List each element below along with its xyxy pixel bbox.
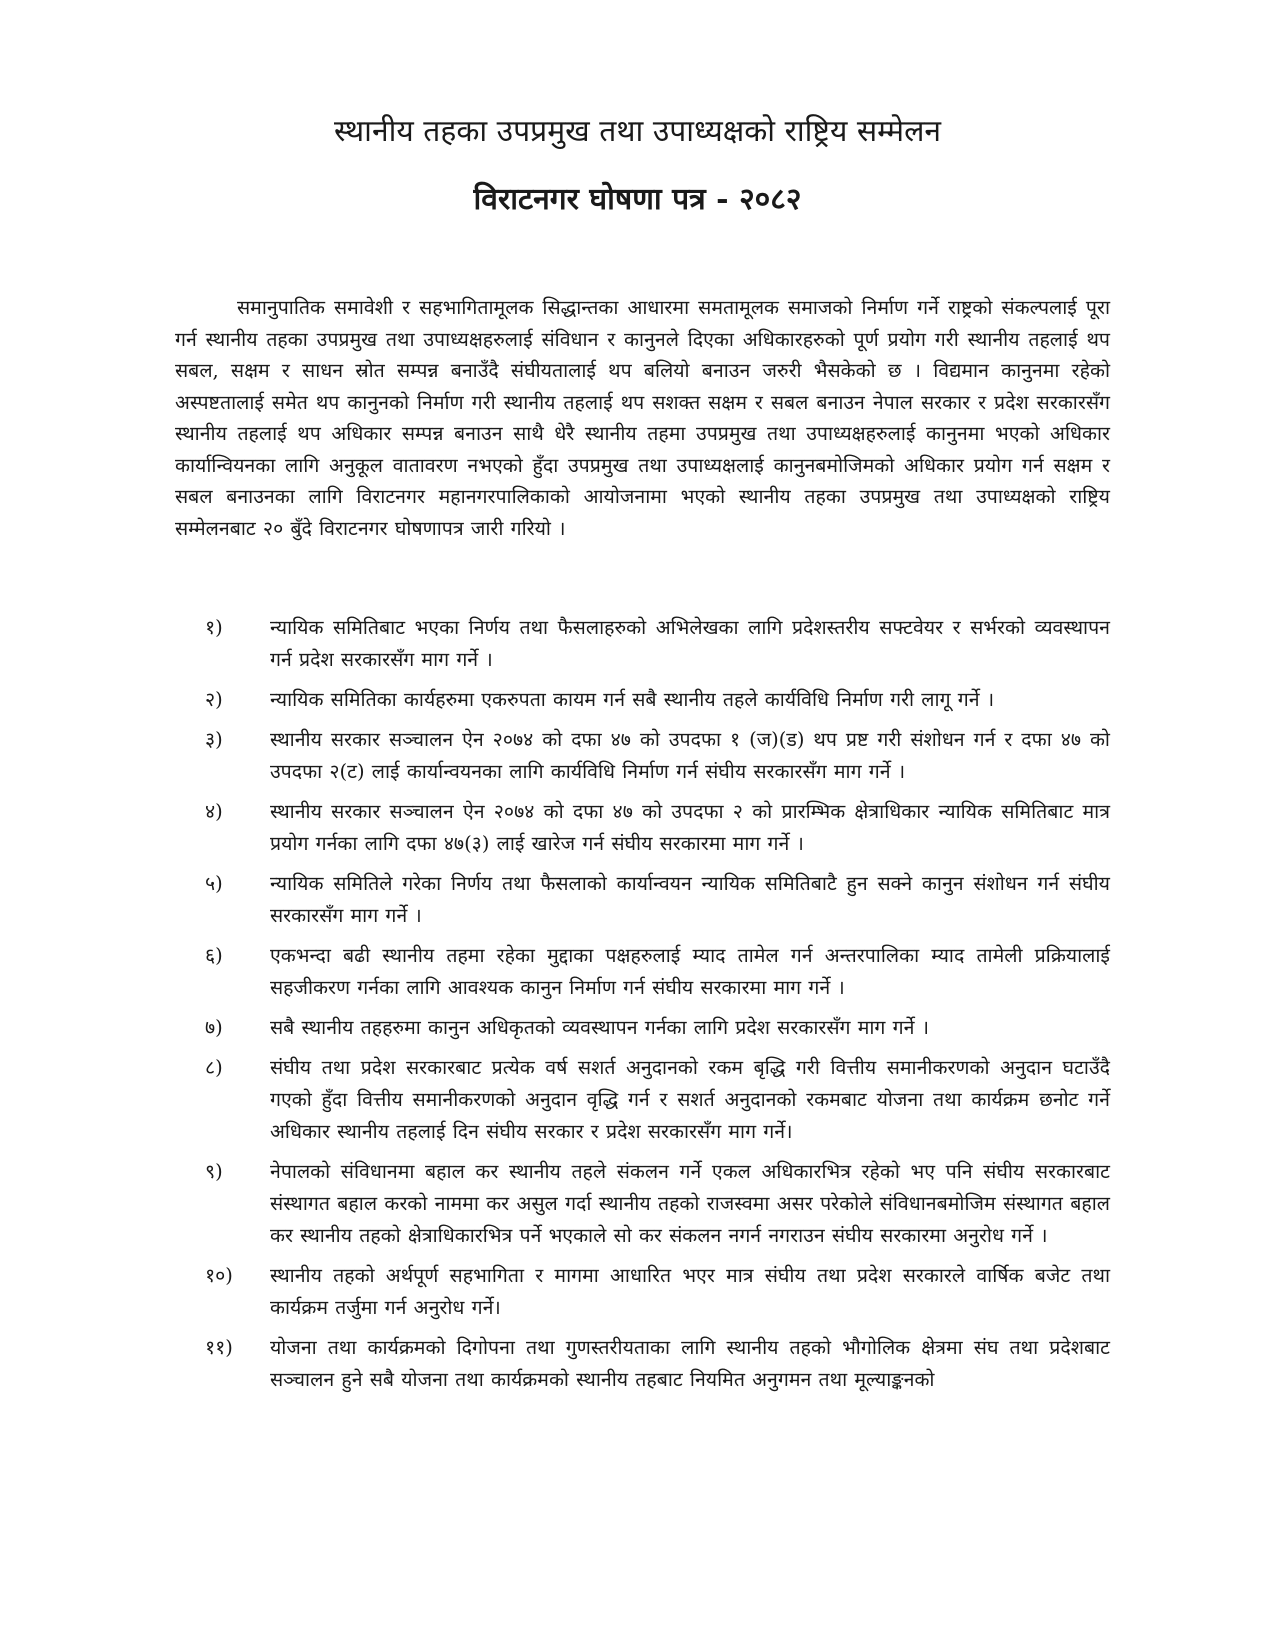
point-number: ९): [205, 1160, 223, 1183]
point-number: ४): [205, 800, 223, 823]
point-number: ७): [205, 1016, 223, 1039]
list-item: [175, 940, 1110, 1004]
point-number: ८): [205, 1056, 223, 1079]
point-number: १०): [205, 1264, 233, 1287]
list-item: [175, 1156, 1110, 1252]
document-subtitle: विराटनगर घोषणा पत्र - २०८२: [473, 182, 802, 217]
list-item: [175, 1260, 1110, 1324]
list-item: [175, 1012, 1110, 1044]
point-text: संघीय तथा प्रदेश सरकारबाट प्रत्येक वर्ष सशर्त अनुदानको रकम बृद्धि गरी वित्तीय समानीकरणको अनुदान घटाउँदै गएको हुँदा वित्तीय समानीकरणको अनुदान वृद्धि गर्न र सशर्त अनुदानको रकमबाट योजना तथा कार्यक्रम छनोट गर्ने अधिकार स्थानीय तहलाई दिन संघीय सरकार र प्रदेश सरकारसँग माग गर्ने।: [270, 1056, 1110, 1143]
point-text: न्यायिक समितिबाट भएका निर्णय तथा फैसलाहरुको अभिलेखका लागि प्रदेशस्तरीय सफ्टवेयर र सर्भरको व्यवस्थापन गर्न प्रदेश सरकारसँग माग गर्ने ।: [270, 616, 1110, 671]
point-text: स्थानीय सरकार सञ्चालन ऐन २०७४ को दफा ४७ को उपदफा १ (ज)(ड) थप प्रष्ट गरी संशोधन गर्न र दफा ४७ को उपदफा २(ट) लाई कार्यान्वयनका लागि कार्यविधि निर्माण गर्न संघीय सरकारसँग माग गर्ने ।: [270, 728, 1110, 783]
document-title: स्थानीय तहका उपप्रमुख तथा उपाध्यक्षको राष्ट्रिय सम्मेलन: [333, 114, 942, 149]
point-text: स्थानीय सरकार सञ्चालन ऐन २०७४ को दफा ४७ को उपदफा २ को प्रारम्भिक क्षेत्राधिकार न्यायिक समितिबाट मात्र प्रयोग गर्नका लागि दफा ४७(३) लाई खारेज गर्न संघीय सरकारमा माग गर्ने ।: [270, 800, 1110, 855]
point-text: योजना तथा कार्यक्रमको दिगोपना तथा गुणस्तरीयताका लागि स्थानीय तहको भौगोलिक क्षेत्रमा संघ तथा प्रदेशबाट सञ्चालन हुने सबै योजना तथा कार्यक्रमको स्थानीय तहबाट नियमित अनुगमन तथा मूल्याङ्कनको: [270, 1336, 1110, 1391]
list-item: [175, 684, 1110, 716]
point-text: न्यायिक समितिले गरेका निर्णय तथा फैसलाको कार्यान्वयन न्यायिक समितिबाटै हुन सक्ने कानुन संशोधन गर्न संघीय सरकारसँग माग गर्ने ।: [270, 872, 1110, 927]
list-item: [175, 612, 1110, 676]
point-text: एकभन्दा बढी स्थानीय तहमा रहेका मुद्दाका पक्षहरुलाई म्याद तामेल गर्न अन्तरपालिका म्याद तामेली प्रक्रियालाई सहजीकरण गर्नका लागि आवश्यक कानुन निर्माण गर्न संघीय सरकारमा माग गर्ने ।: [270, 944, 1110, 999]
list-item: [175, 796, 1110, 860]
point-text: स्थानीय तहको अर्थपूर्ण सहभागिता र मागमा आधारित भएर मात्र संघीय तथा प्रदेश सरकारले वार्षिक बजेट तथा कार्यक्रम तर्जुमा गर्न अनुरोध गर्ने।: [270, 1264, 1110, 1319]
point-number: ५): [205, 872, 223, 895]
point-number: ११): [205, 1336, 233, 1359]
declaration-points: [175, 612, 1110, 1404]
intro-paragraph: समानुपातिक समावेशी र सहभागितामूलक सिद्धान्तका आधारमा समतामूलक समाजको निर्माण गर्ने राष्ट्रको संकल्पलाई पूरा गर्न स्थानीय तहका उपप्रमुख तथा उपाध्यक्षहरुलाई संविधान र कानुनले दिएका अधिकारहरुको पूर्ण प्रयोग गरी स्थानीय तहलाई थप सबल, सक्षम र साधन स्रोत सम्पन्न बनाउँदै संघीयतालाई थप बलियो बनाउन जरुरी भैसकेको छ । विद्यमान कानुनमा रहेको अस्पष्टतालाई समेत थप कानुनको निर्माण गरी स्थानीय तहलाई थप सशक्त सक्षम र सबल बनाउन नेपाल सरकार र प्रदेश सरकारसँग स्थानीय तहलाई थप अधिकार सम्पन्न बनाउन साथै धेरै स्थानीय तहमा उपप्रमुख तथा उपाध्यक्षहरुलाई कानुनमा भएको अधिकार कार्यान्वियनका लागि अनुकूल वातावरण नभएको हुँदा उपप्रमुख तथा उपाध्यक्षलाई कानुनबमोजिमको अधिकार प्रयोग गर्न सक्षम र सबल बनाउनका लागि विराटनगर महानगरपालिकाको आयोजनामा भएको स्थानीय तहका उपप्रमुख तथा उपाध्यक्षको राष्ट्रिय सम्मेलनबाट २० बुँदे विराटनगर घोषणापत्र जारी गरियो ।: [175, 296, 1110, 540]
point-text: सबै स्थानीय तहहरुमा कानुन अधिकृतको व्यवस्थापन गर्नका लागि प्रदेश सरकारसँग माग गर्ने ।: [270, 1016, 929, 1039]
point-number: १): [205, 616, 223, 639]
point-number: ६): [205, 944, 223, 967]
list-item: [175, 868, 1110, 932]
list-item: [175, 1052, 1110, 1148]
point-text: न्यायिक समितिका कार्यहरुमा एकरुपता कायम गर्न सबै स्थानीय तहले कार्यविधि निर्माण गरी लागू गर्ने ।: [270, 688, 995, 711]
point-number: ३): [205, 728, 223, 751]
point-text: नेपालको संविधानमा बहाल कर स्थानीय तहले संकलन गर्ने एकल अधिकारभित्र रहेको भए पनि संघीय सरकारबाट संस्थागत बहाल करको नाममा कर असुल गर्दा स्थानीय तहको राजस्वमा असर परेकोले संविधानबमोजिम संस्थागत बहाल कर स्थानीय तहको क्षेत्राधिकारभित्र पर्ने भएकाले सो कर संकलन नगर्न नगराउन संघीय सरकारमा अनुरोध गर्ने ।: [270, 1160, 1110, 1247]
list-item: [175, 724, 1110, 788]
list-item: [175, 1332, 1110, 1396]
point-number: २): [205, 688, 223, 711]
